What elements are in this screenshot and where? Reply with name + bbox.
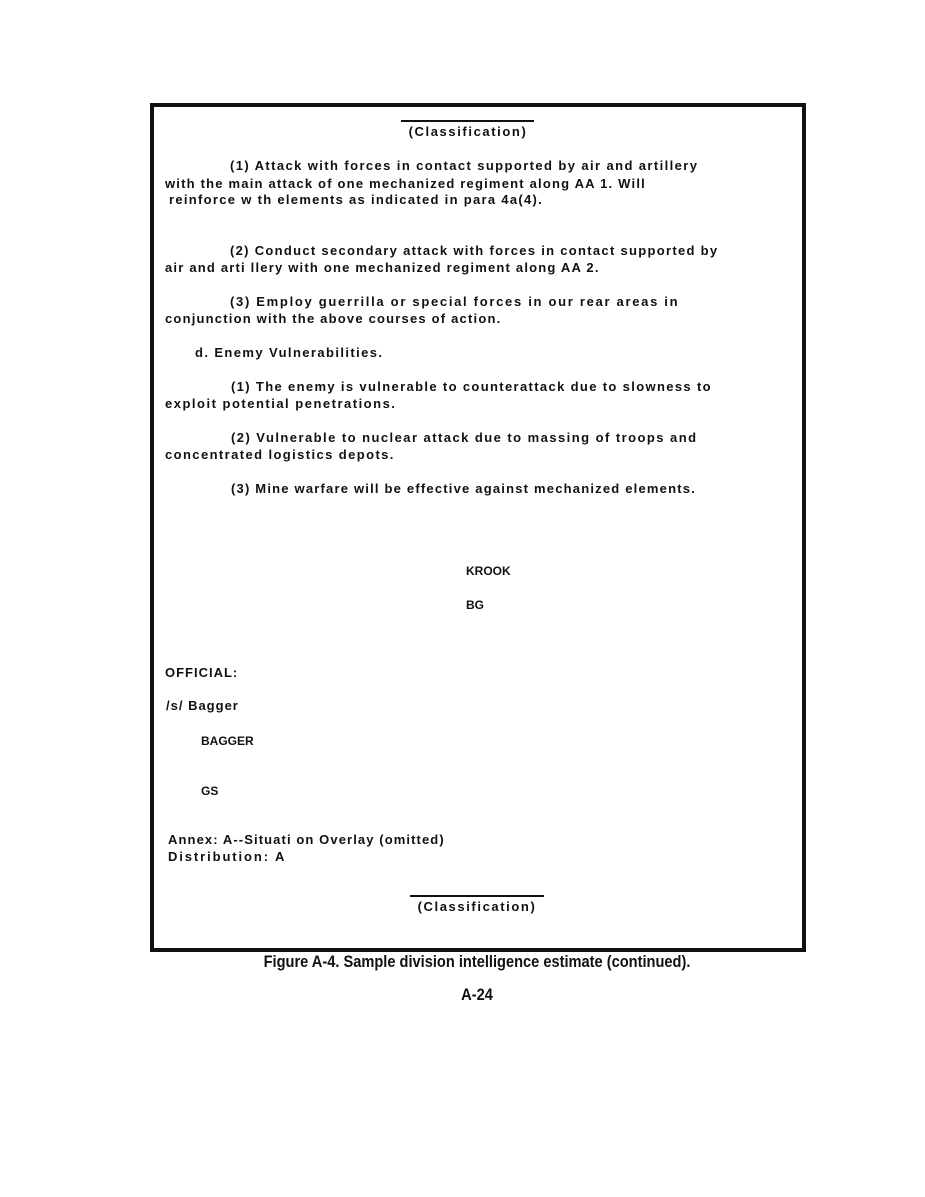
section-d-heading: d. Enemy Vulnerabilities. — [195, 345, 384, 360]
para-3-line-1: (3) Employ guerrilla or special forces in our rear areas in — [230, 294, 680, 309]
classification-bottom-rule — [410, 895, 544, 897]
vuln-2-line-2: concentrated logistics depots. — [165, 447, 395, 462]
para-1-line-3: reinforce w th elements as indicated in para 4a(4). — [169, 192, 544, 207]
page-number: A-24 — [461, 985, 493, 1004]
official-signed: /s/ Bagger — [166, 698, 239, 713]
official-name: BAGGER — [201, 734, 254, 748]
annex-line: Annex: A--Situati on Overlay (omitted) — [168, 832, 445, 847]
document-frame — [150, 103, 806, 952]
classification-bottom: (Classification) — [417, 899, 537, 914]
signature-name: KROOK — [466, 564, 511, 578]
vuln-1-line-2: exploit potential penetrations. — [165, 396, 397, 411]
distribution-line: Distribution: A — [168, 849, 287, 864]
para-1-line-1: (1) Attack with forces in contact supported by air and artillery — [230, 158, 699, 173]
figure-caption: Figure A-4. Sample division intelligence estimate (continued). — [263, 952, 691, 971]
para-2-line-1: (2) Conduct secondary attack with forces in contact supported by — [230, 243, 719, 258]
classification-top-rule — [401, 120, 534, 122]
para-2-line-2: air and arti llery with one mechanized regiment along AA 2. — [165, 260, 600, 275]
vuln-2-line-1: (2) Vulnerable to nuclear attack due to massing of troops and — [231, 430, 698, 445]
para-1-line-2: with the main attack of one mechanized regiment along AA 1. Will — [165, 176, 646, 191]
classification-top: (Classification) — [408, 124, 528, 139]
official-title: GS — [201, 784, 219, 798]
official-label: OFFICIAL: — [165, 665, 239, 680]
signature-rank: BG — [466, 598, 484, 612]
vuln-3-line-1: (3) Mine warfare will be effective against mechanized elements. — [231, 481, 697, 496]
para-3-line-2: conjunction with the above courses of action. — [165, 311, 502, 326]
vuln-1-line-1: (1) The enemy is vulnerable to counterattack due to slowness to — [231, 379, 712, 394]
